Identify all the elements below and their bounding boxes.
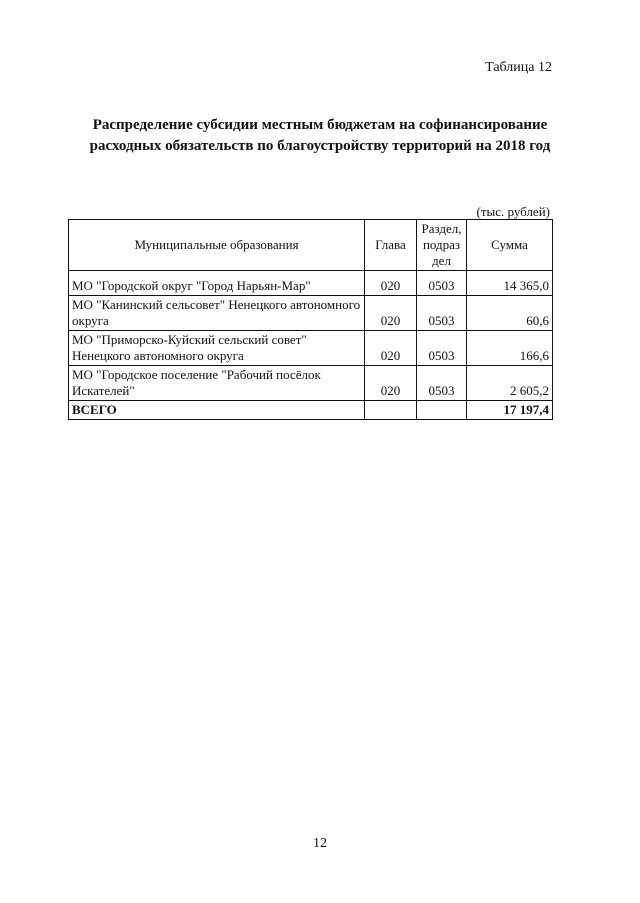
header-municipalities: Муниципальные образования: [69, 220, 365, 271]
total-label: ВСЕГО: [69, 401, 365, 420]
row-section: 0503: [417, 366, 467, 401]
row-sum: 166,6: [467, 331, 553, 366]
table-header-row: [69, 220, 553, 271]
row-chapter: 020: [365, 366, 417, 401]
row-name: МО "Городской округ "Город Нарьян-Мар": [69, 271, 365, 296]
row-chapter: 020: [365, 296, 417, 331]
table-number: Таблица 12: [485, 60, 552, 75]
total-chapter: [365, 401, 417, 420]
row-section: 0503: [417, 331, 467, 366]
row-sum: 14 365,0: [467, 271, 553, 296]
row-section: 0503: [417, 271, 467, 296]
row-sum: 60,6: [467, 296, 553, 331]
table-row: [69, 271, 553, 296]
row-name: МО "Приморско-Куйский сельский совет" Ненецкого автономного округа: [69, 331, 365, 366]
subsidy-table: [68, 219, 553, 420]
row-section: 0503: [417, 296, 467, 331]
document-title: Распределение субсидии местным бюджетам на софинансирование расходных обязательств по благоустройству территорий на 2018 год: [89, 117, 551, 154]
table-row: [69, 366, 553, 401]
page-number: 12: [313, 836, 327, 851]
header-section: Раздел, подраз дел: [417, 220, 467, 271]
header-chapter: Глава: [365, 220, 417, 271]
total-sum: 17 197,4: [467, 401, 553, 420]
row-name: МО "Городское поселение "Рабочий посёлок Искателей": [69, 366, 365, 401]
row-chapter: 020: [365, 271, 417, 296]
row-chapter: 020: [365, 331, 417, 366]
row-sum: 2 605,2: [467, 366, 553, 401]
total-row: [69, 401, 553, 420]
units-label: (тыс. рублей): [476, 204, 550, 219]
total-section: [417, 401, 467, 420]
table-row: [69, 296, 553, 331]
table-row: [69, 331, 553, 366]
row-name: МО "Канинский сельсовет" Ненецкого автономного округа: [69, 296, 365, 331]
header-sum: Сумма: [467, 220, 553, 271]
